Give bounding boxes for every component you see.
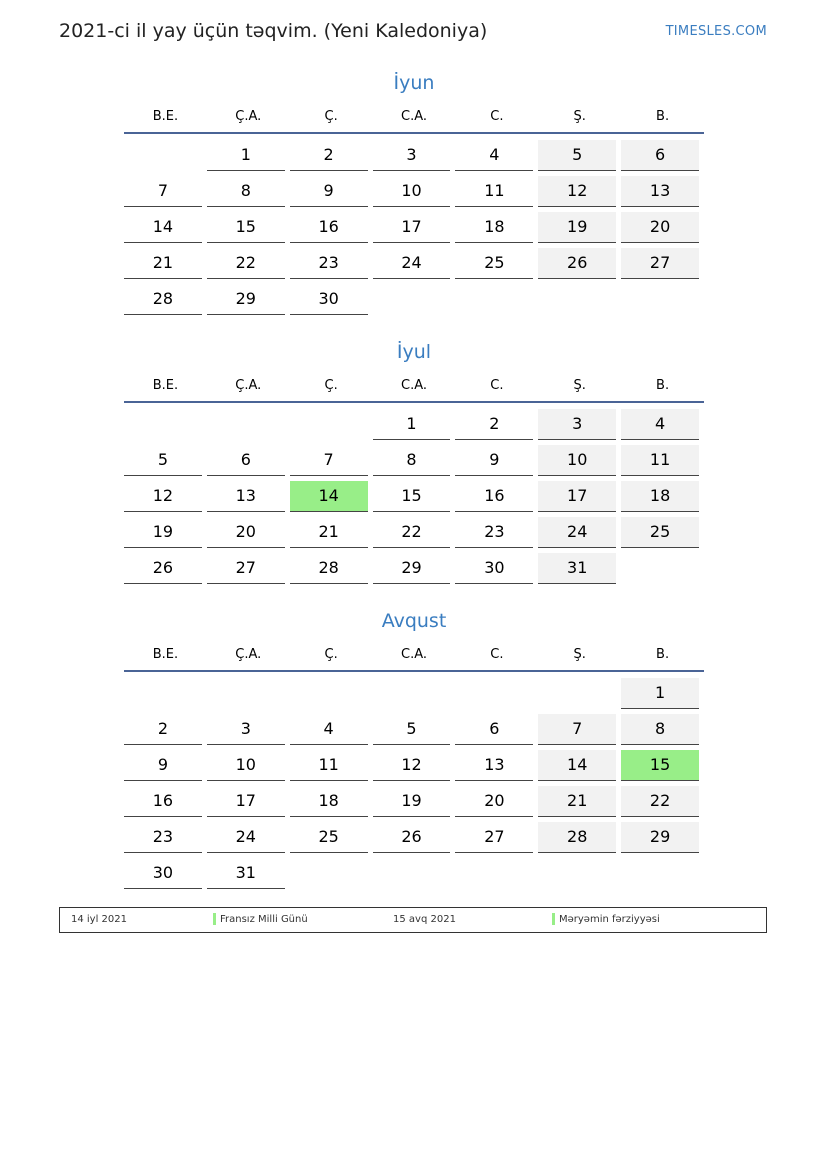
month-title: İyul — [396, 341, 432, 363]
day-cell — [621, 248, 704, 284]
month-calendar — [124, 606, 704, 894]
day-cell — [124, 750, 207, 786]
day-number: 19 — [538, 212, 616, 243]
month-title: İyun — [393, 72, 435, 94]
day-cell — [373, 714, 456, 750]
day-number: 9 — [455, 445, 533, 476]
day-number: 2 — [290, 140, 368, 171]
month-calendar — [124, 337, 704, 589]
weekday-label: C. — [490, 378, 504, 393]
day-cell — [207, 140, 290, 176]
day-cell — [290, 553, 373, 589]
day-cell — [124, 212, 207, 248]
day-cell — [621, 714, 704, 750]
day-number: 6 — [455, 714, 533, 745]
weekday-label: Ş. — [573, 647, 586, 662]
day-number: 3 — [207, 714, 285, 745]
week-row — [124, 140, 704, 176]
day-cell — [290, 212, 373, 248]
day-number: 24 — [207, 822, 285, 853]
day-number: 2 — [124, 714, 202, 745]
week-row — [124, 678, 704, 714]
day-cell — [621, 176, 704, 212]
day-number: 27 — [455, 822, 533, 853]
day-number — [290, 858, 368, 888]
day-number: 27 — [621, 248, 699, 279]
day-cell — [621, 858, 704, 894]
day-cell — [621, 750, 704, 786]
week-row — [124, 786, 704, 822]
weekday-header — [124, 371, 704, 403]
day-cell — [290, 481, 373, 517]
day-cell — [538, 786, 621, 822]
day-cell — [538, 481, 621, 517]
day-cell — [538, 553, 621, 589]
week-row — [124, 822, 704, 858]
weekday-label: C.A. — [401, 647, 428, 662]
day-cell — [124, 553, 207, 589]
day-number: 11 — [455, 176, 533, 207]
day-cell — [621, 212, 704, 248]
day-number — [373, 858, 451, 888]
day-cell — [290, 858, 373, 894]
day-cell — [290, 678, 373, 714]
day-cell — [290, 822, 373, 858]
day-cell — [373, 481, 456, 517]
day-number: 30 — [455, 553, 533, 584]
day-cell — [455, 212, 538, 248]
legend-date: 14 iyl 2021 — [71, 914, 128, 925]
week-row — [124, 445, 704, 481]
day-number: 11 — [621, 445, 699, 476]
day-number: 24 — [538, 517, 616, 548]
day-number: 31 — [207, 858, 285, 889]
day-cell — [455, 409, 538, 445]
holiday-legend — [59, 907, 767, 933]
day-number: 25 — [455, 248, 533, 279]
day-number — [621, 858, 699, 888]
day-cell — [124, 858, 207, 894]
day-cell — [124, 445, 207, 481]
day-cell — [124, 284, 207, 320]
weekday-label: Ç.A. — [235, 647, 262, 662]
day-cell — [455, 822, 538, 858]
day-cell — [290, 750, 373, 786]
day-number: 13 — [455, 750, 533, 781]
day-cell — [455, 750, 538, 786]
day-number: 7 — [124, 176, 202, 207]
day-number: 20 — [455, 786, 533, 817]
day-number: 30 — [124, 858, 202, 889]
weekday-label: Ç.A. — [235, 109, 262, 124]
day-number: 15 — [621, 750, 699, 781]
day-number: 28 — [124, 284, 202, 315]
day-number: 27 — [207, 553, 285, 584]
day-number: 12 — [124, 481, 202, 512]
day-number: 18 — [290, 786, 368, 817]
day-cell — [455, 714, 538, 750]
day-cell — [538, 176, 621, 212]
weekday-label: B.E. — [152, 109, 179, 124]
legend-holiday-name: Məryəmin fərziyyəsi — [552, 908, 660, 932]
day-cell — [373, 678, 456, 714]
weekday-label: C. — [490, 647, 504, 662]
week-row — [124, 714, 704, 750]
day-cell — [455, 248, 538, 284]
day-cell — [455, 481, 538, 517]
day-cell — [290, 445, 373, 481]
day-cell — [621, 445, 704, 481]
day-number: 16 — [290, 212, 368, 243]
day-cell — [124, 517, 207, 553]
day-cell — [538, 858, 621, 894]
day-cell — [207, 445, 290, 481]
day-number: 13 — [207, 481, 285, 512]
day-cell — [455, 176, 538, 212]
day-cell — [621, 140, 704, 176]
week-row — [124, 284, 704, 320]
page-title: 2021-ci il yay üçün təqvim. (Yeni Kaledoniya) — [59, 20, 488, 42]
day-cell — [207, 212, 290, 248]
day-number: 12 — [373, 750, 451, 781]
day-number: 19 — [124, 517, 202, 548]
day-cell — [621, 481, 704, 517]
day-cell — [207, 284, 290, 320]
week-row — [124, 517, 704, 553]
day-cell — [373, 212, 456, 248]
day-number: 26 — [538, 248, 616, 279]
day-cell — [124, 786, 207, 822]
day-number: 22 — [373, 517, 451, 548]
day-number: 18 — [455, 212, 533, 243]
weekday-label: B. — [656, 109, 670, 124]
day-cell — [621, 786, 704, 822]
day-number — [124, 678, 202, 708]
day-cell — [373, 858, 456, 894]
day-number: 30 — [290, 284, 368, 315]
day-cell — [621, 284, 704, 320]
day-cell — [373, 750, 456, 786]
week-row — [124, 409, 704, 445]
day-number — [373, 678, 451, 708]
day-cell — [621, 517, 704, 553]
day-cell — [455, 517, 538, 553]
week-row — [124, 212, 704, 248]
day-number: 5 — [373, 714, 451, 745]
month-calendar — [124, 68, 704, 320]
day-number — [538, 284, 616, 314]
day-cell — [207, 553, 290, 589]
day-number: 6 — [207, 445, 285, 476]
day-number: 11 — [290, 750, 368, 781]
day-number: 29 — [373, 553, 451, 584]
month-title: Avqust — [381, 610, 447, 632]
day-number: 4 — [621, 409, 699, 440]
day-number: 7 — [290, 445, 368, 476]
day-number: 21 — [538, 786, 616, 817]
day-number: 8 — [207, 176, 285, 207]
day-number: 10 — [207, 750, 285, 781]
week-row — [124, 858, 704, 894]
weekday-label: C.A. — [401, 109, 428, 124]
day-number: 23 — [124, 822, 202, 853]
day-number — [373, 284, 451, 314]
day-cell — [207, 409, 290, 445]
week-row — [124, 481, 704, 517]
day-cell — [455, 445, 538, 481]
day-number: 14 — [290, 481, 368, 512]
day-number: 20 — [621, 212, 699, 243]
day-number: 1 — [373, 409, 451, 440]
day-cell — [124, 176, 207, 212]
day-cell — [621, 678, 704, 714]
day-cell — [373, 822, 456, 858]
day-cell — [290, 140, 373, 176]
day-number: 9 — [290, 176, 368, 207]
day-cell — [373, 409, 456, 445]
day-cell — [207, 786, 290, 822]
day-number — [455, 678, 533, 708]
day-cell — [290, 176, 373, 212]
day-number — [207, 409, 285, 439]
day-number: 1 — [207, 140, 285, 171]
day-cell — [207, 176, 290, 212]
day-cell — [124, 481, 207, 517]
day-number — [538, 678, 616, 708]
day-cell — [207, 822, 290, 858]
day-number: 23 — [290, 248, 368, 279]
day-number — [538, 858, 616, 888]
day-cell — [373, 176, 456, 212]
day-number: 2 — [455, 409, 533, 440]
day-number: 26 — [373, 822, 451, 853]
week-row — [124, 553, 704, 589]
day-number: 3 — [373, 140, 451, 171]
day-number — [455, 284, 533, 314]
day-number: 20 — [207, 517, 285, 548]
day-number: 31 — [538, 553, 616, 584]
day-cell — [621, 409, 704, 445]
day-cell — [538, 409, 621, 445]
weekday-label: B.E. — [152, 378, 179, 393]
day-number: 15 — [207, 212, 285, 243]
day-cell — [290, 284, 373, 320]
day-cell — [207, 750, 290, 786]
day-number: 6 — [621, 140, 699, 171]
day-number: 23 — [455, 517, 533, 548]
brand-link[interactable]: TIMESLES.COM — [665, 24, 767, 39]
day-number: 8 — [373, 445, 451, 476]
legend-date: 15 avq 2021 — [393, 914, 456, 925]
day-cell — [538, 284, 621, 320]
day-number — [455, 858, 533, 888]
day-cell — [373, 553, 456, 589]
day-cell — [207, 481, 290, 517]
day-number: 16 — [124, 786, 202, 817]
day-number — [124, 409, 202, 439]
day-cell — [455, 786, 538, 822]
week-row — [124, 176, 704, 212]
day-number: 10 — [373, 176, 451, 207]
weekday-label: C. — [490, 109, 504, 124]
day-number: 10 — [538, 445, 616, 476]
week-row — [124, 248, 704, 284]
day-cell — [538, 445, 621, 481]
weekday-label: Ç. — [324, 647, 338, 662]
day-number — [207, 678, 285, 708]
day-number: 8 — [621, 714, 699, 745]
day-cell — [124, 822, 207, 858]
day-number: 22 — [207, 248, 285, 279]
day-cell — [373, 786, 456, 822]
day-number: 29 — [621, 822, 699, 853]
day-number: 28 — [538, 822, 616, 853]
day-cell — [373, 445, 456, 481]
day-number: 9 — [124, 750, 202, 781]
day-number: 4 — [290, 714, 368, 745]
day-cell — [207, 248, 290, 284]
day-cell — [455, 284, 538, 320]
weekday-label: Ç. — [324, 109, 338, 124]
day-number: 28 — [290, 553, 368, 584]
day-number: 29 — [207, 284, 285, 315]
day-number: 21 — [124, 248, 202, 279]
day-cell — [124, 140, 207, 176]
day-cell — [455, 678, 538, 714]
weekday-label: Ş. — [573, 109, 586, 124]
day-number — [290, 678, 368, 708]
legend-holiday-name: Fransız Milli Günü — [213, 908, 308, 932]
day-number: 7 — [538, 714, 616, 745]
day-number: 16 — [455, 481, 533, 512]
week-row — [124, 750, 704, 786]
day-cell — [207, 858, 290, 894]
day-cell — [538, 248, 621, 284]
day-number: 25 — [621, 517, 699, 548]
day-number — [621, 553, 699, 583]
day-number — [621, 284, 699, 314]
day-cell — [124, 248, 207, 284]
day-number: 21 — [290, 517, 368, 548]
day-cell — [455, 553, 538, 589]
day-number: 14 — [538, 750, 616, 781]
day-cell — [538, 750, 621, 786]
day-cell — [124, 714, 207, 750]
weekday-label: Ç.A. — [235, 378, 262, 393]
day-number: 22 — [621, 786, 699, 817]
day-cell — [538, 212, 621, 248]
day-number: 1 — [621, 678, 699, 709]
day-cell — [538, 714, 621, 750]
day-cell — [207, 678, 290, 714]
day-cell — [207, 714, 290, 750]
weekday-label: Ş. — [573, 378, 586, 393]
day-number: 14 — [124, 212, 202, 243]
weeks-grid — [124, 678, 704, 894]
day-cell — [290, 714, 373, 750]
day-cell — [207, 517, 290, 553]
weekday-header — [124, 640, 704, 672]
day-number: 26 — [124, 553, 202, 584]
day-cell — [621, 553, 704, 589]
day-cell — [538, 517, 621, 553]
day-cell — [538, 678, 621, 714]
weeks-grid — [124, 409, 704, 589]
day-cell — [373, 284, 456, 320]
day-cell — [290, 517, 373, 553]
day-number: 13 — [621, 176, 699, 207]
day-cell — [373, 248, 456, 284]
day-number: 17 — [373, 212, 451, 243]
holiday-marker-icon — [552, 913, 555, 925]
day-cell — [538, 140, 621, 176]
day-number: 5 — [124, 445, 202, 476]
day-number: 4 — [455, 140, 533, 171]
day-cell — [373, 517, 456, 553]
day-number: 18 — [621, 481, 699, 512]
day-number: 3 — [538, 409, 616, 440]
day-cell — [455, 858, 538, 894]
day-number: 17 — [207, 786, 285, 817]
weekday-label: B. — [656, 378, 670, 393]
day-cell — [124, 678, 207, 714]
day-number: 25 — [290, 822, 368, 853]
day-number: 24 — [373, 248, 451, 279]
weekday-label: Ç. — [324, 378, 338, 393]
day-number: 5 — [538, 140, 616, 171]
day-number: 15 — [373, 481, 451, 512]
day-cell — [290, 248, 373, 284]
day-cell — [124, 409, 207, 445]
day-cell — [290, 409, 373, 445]
day-cell — [621, 822, 704, 858]
weekday-label: B. — [656, 647, 670, 662]
day-number — [290, 409, 368, 439]
weekday-label: C.A. — [401, 378, 428, 393]
weeks-grid — [124, 140, 704, 320]
day-cell — [455, 140, 538, 176]
day-number: 17 — [538, 481, 616, 512]
day-cell — [538, 822, 621, 858]
day-number: 19 — [373, 786, 451, 817]
day-number: 12 — [538, 176, 616, 207]
day-number — [124, 140, 202, 170]
day-cell — [290, 786, 373, 822]
weekday-header — [124, 102, 704, 134]
holiday-marker-icon — [213, 913, 216, 925]
day-cell — [373, 140, 456, 176]
weekday-label: B.E. — [152, 647, 179, 662]
